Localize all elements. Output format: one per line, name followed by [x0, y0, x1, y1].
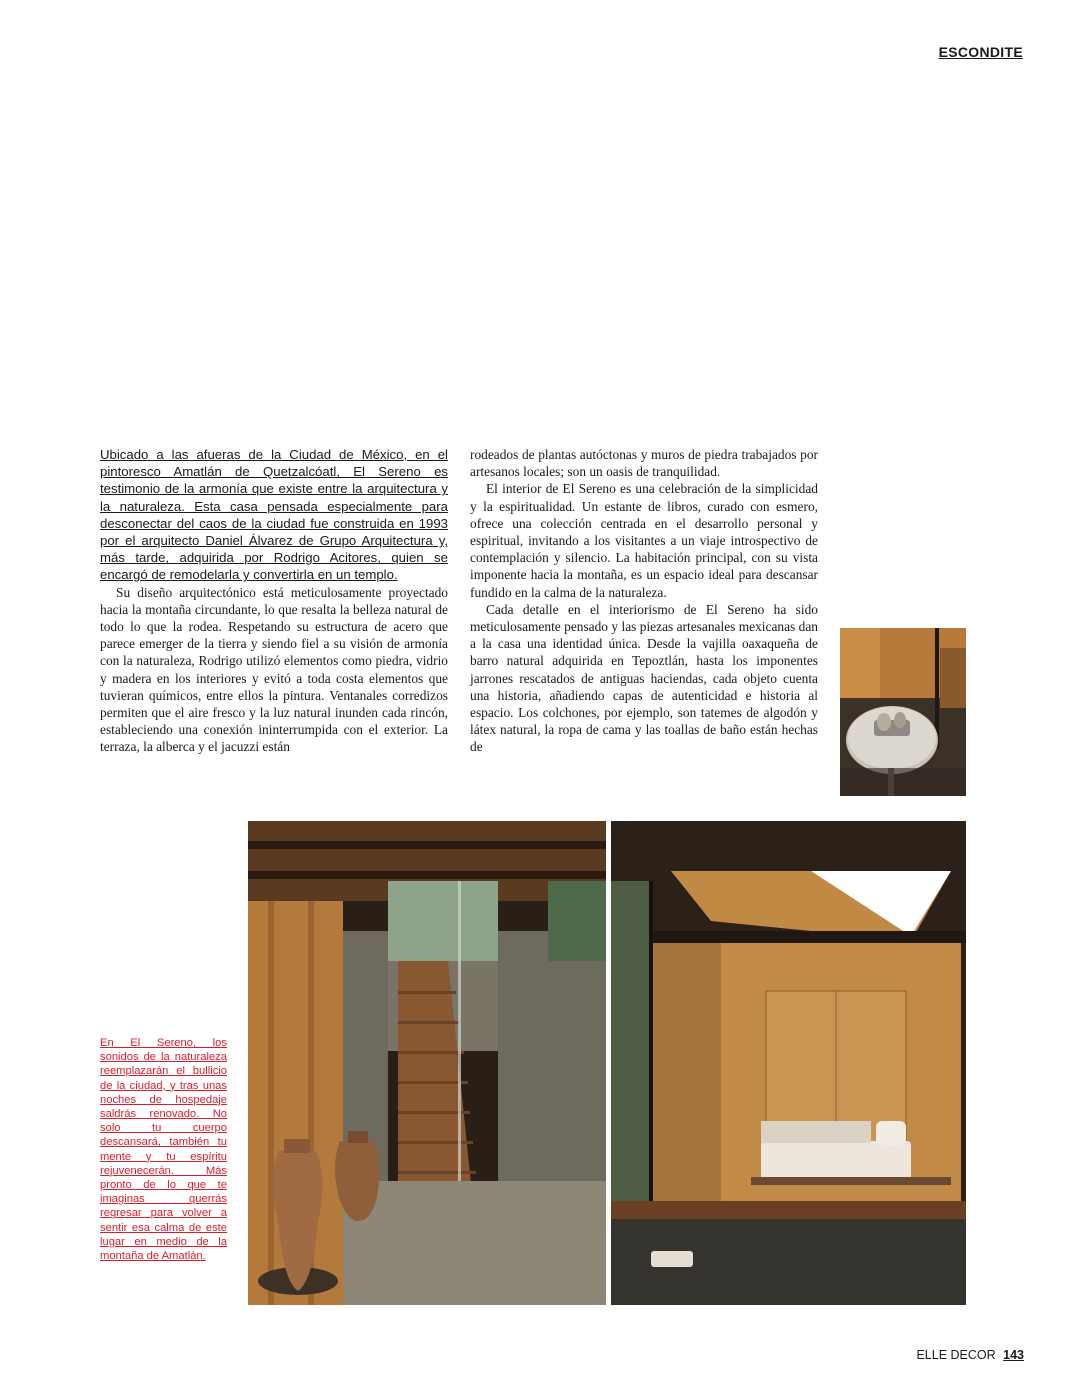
article-lead: Ubicado a las afueras de la Ciudad de México, en el pintoresco Amatlán de Quetzalcóatl, El Sereno es testimonio de la armonía que existe entre la arquitectura y la naturaleza. Esta casa pensada especialmente para desconectar del caos de la ciudad fue construida en 1993 por el arquitecto Daniel Álvarez de Grupo Arquitectura y, más tarde, adquirida por Rodrigo Acitores, quien se encargó de remodelarla y convertirla en un templo.	[100, 447, 448, 583]
article-paragraph-2: El interior de El Sereno es una celebración de la simplicidad y la espiritualidad. Un estante de libros, curado con esmero, ofrece una colección centrada en el desarrollo personal y espiritual, invitando a los visitantes a un viaje introspectivo de contemplación y silencio. La habitación principal, con su vista imponente hacia la montaña, es un espacio ideal para descansar fundido en la calma de la naturaleza.	[470, 481, 818, 600]
photo-caption: En El Sereno, los sonidos de la naturaleza reemplazarán el bullicio de la ciudad, y tras unas noches de hospedaje saldrás renovado. No solo tu cuerpo descansará, también tu mente y tu espíritu rejuvenecerán. Más pronto de lo que te imaginas querrás regresar para volver a sentir esa calma de este lugar en medio de la montaña de Amatlán.	[100, 1037, 227, 1263]
section-tag: ESCONDITE	[938, 44, 1023, 60]
article-paragraph-3: Cada detalle en el interiorismo de El Sereno ha sido meticulosamente pensado y las piezas artesanales mexicanas dan a la casa una identidad única. Desde la vajilla oaxaqueña de barro natural adquirida en Tepoztlán, hasta los imponentes jarrones rescatados de antiguas haciendas, cada objeto cuenta una historia, añadiendo capas de autenticidad e historia al espacio. Los colchones, por ejemplo, son tatemes de algodón y látex natural, la ropa de cama y las toallas de baño están hechas de	[470, 601, 818, 755]
page-footer	[916, 1348, 1024, 1362]
article-column-right	[470, 446, 818, 756]
photo-stone-staircase	[248, 821, 606, 1305]
article-paragraph-1: Su diseño arquitectónico está meticulosamente proyectado hacia la montaña circundante, lo que resalta la belleza natural de todo lo que la rodea. Respetando su estructura de acero que parece emerger de la tierra y siendo fiel a su visión de armonía con la naturaleza, Rodrigo utilizó elementos como piedra, vidrio y madera en los interiores y evitó a toda costa elementos que tuvieran químicos, entre ellos la pintura. Ventanales corredizos permiten que el aire fresco y la luz natural inunden cada rincón, estableciendo una conexión ininterrumpida con el exterior. La terraza, la alberca y el jacuzzi están	[100, 584, 448, 755]
article-column-left	[100, 446, 448, 756]
magazine-name: ELLE DECOR	[916, 1348, 996, 1362]
photo-wood-bedroom	[611, 821, 966, 1305]
photo-table-ceramics	[840, 628, 966, 796]
article-paragraph-1-continued: rodeados de plantas autóctonas y muros de piedra trabajados por artesanos locales; son un oasis de tranquilidad.	[470, 447, 818, 480]
page-number: 143	[1003, 1348, 1024, 1362]
